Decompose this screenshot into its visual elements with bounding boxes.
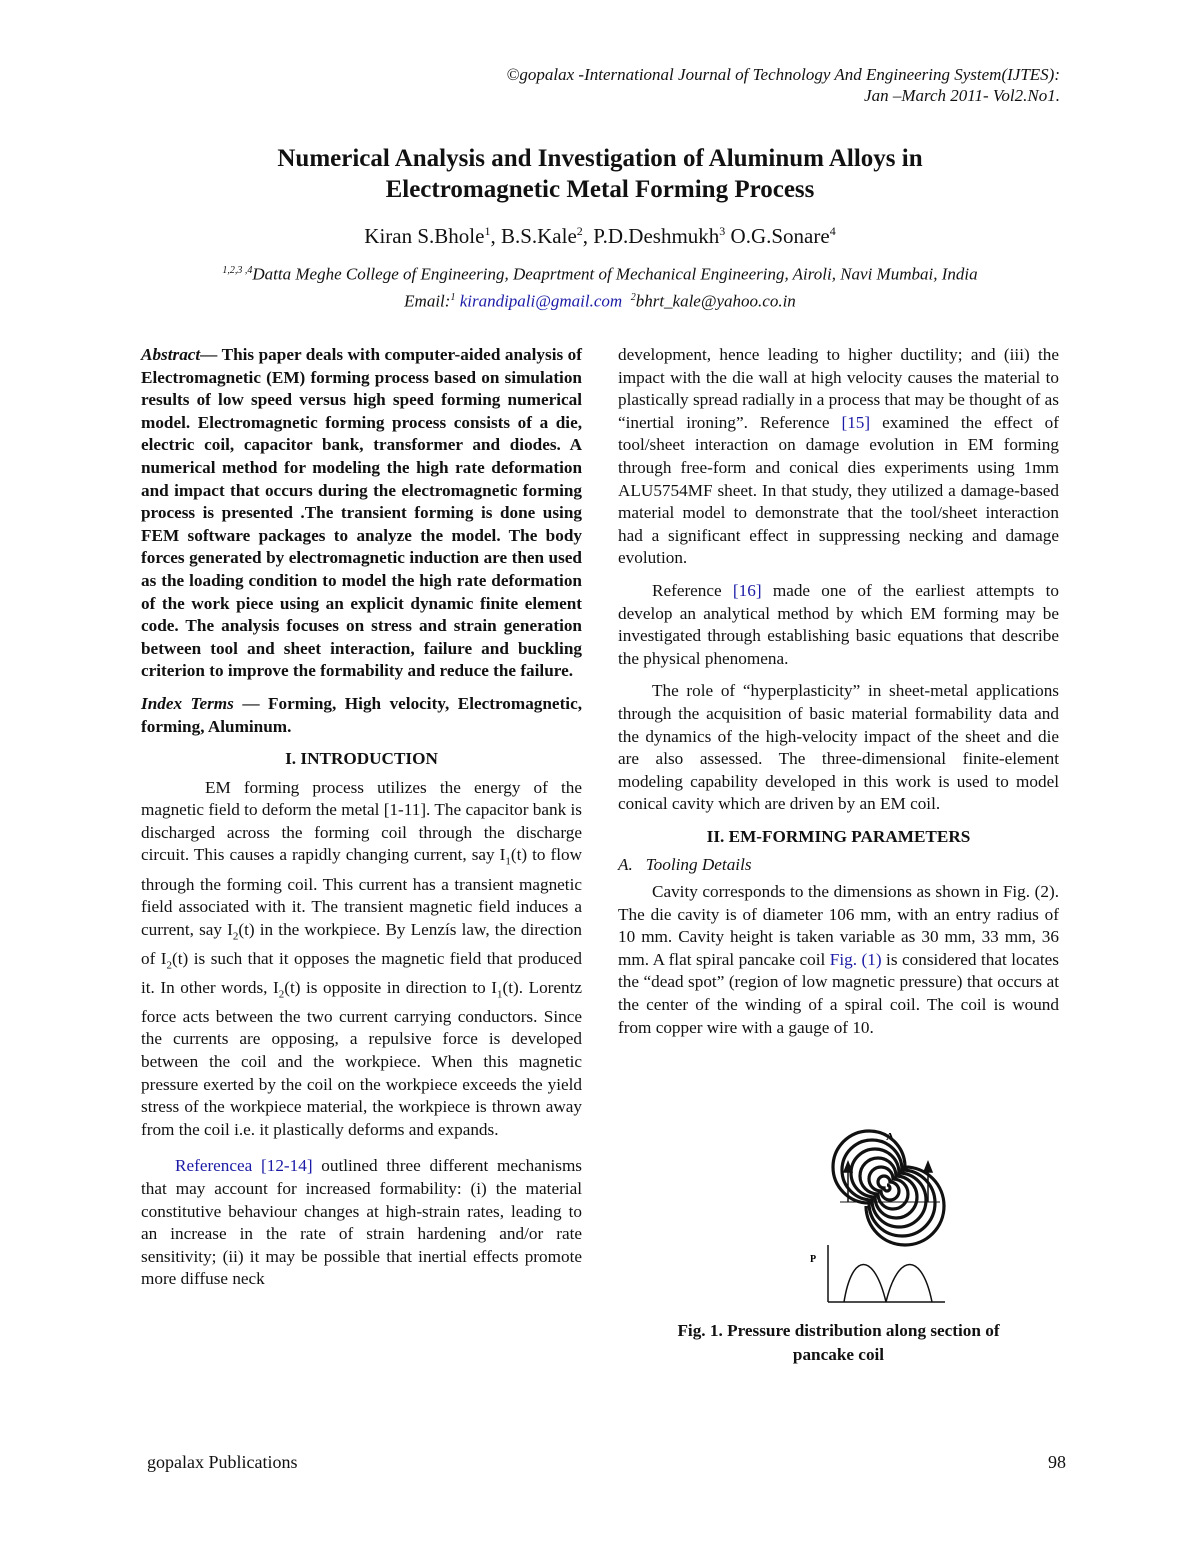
journal-header	[506, 64, 1060, 106]
figure-link-1[interactable]: Fig. (1)	[829, 949, 882, 969]
author-list	[0, 224, 1200, 249]
figure-caption-line1: Fig. 1. Pressure distribution along section of	[677, 1321, 1000, 1340]
footer-publisher: gopalax Publications	[147, 1452, 298, 1472]
email-label: Email:	[404, 291, 451, 311]
email-2: bhrt_kale@yahoo.co.in	[635, 291, 796, 311]
body-text: is considered that locates the “dead spot” (region of low magnetic pressure) that occurs at the center of the winding of a spiral coil. The coil is wound from copper wire with a gauge of 10.	[618, 949, 1059, 1037]
journal-header-line1: ©gopalax -International Journal of Technology And Engineering System(IJTES):	[506, 65, 1060, 84]
body-text: examined the effect of tool/sheet interaction on damage evolution in EM forming through free-form and conical dies experiments using 1mm ALU5754MF sheet. In that study, they utilized a damage-based material model to demonstrate that the tool/sheet interaction had a significant effect in suppressing necking and damage evolution.	[618, 412, 1059, 568]
intro-paragraph-1	[141, 777, 582, 1142]
subsection-tooling-details: A. Tooling Details	[618, 855, 752, 875]
email-sup: 1	[450, 291, 456, 303]
right-column	[618, 344, 1059, 1049]
body-text: development, hence leading to higher ductility; and (iii) the impact with the die wall at high velocity causes the material to plastically spread radially in a process that may be thought of as “inertial ironing”. Reference	[618, 345, 1059, 432]
intro-paragraph-2	[141, 1155, 582, 1291]
body-text: Cavity corresponds to the dimensions as shown in Fig. (2). The die cavity is of diameter 106 mm, with an entry radius of 10 mm. Cavity height is taken variable as 30 mm, 33 mm, 36 mm. A flat spiral pancake coil	[618, 882, 1059, 969]
author-name: Kiran S.Bhole	[364, 224, 485, 248]
index-terms	[141, 693, 582, 738]
figure-pancake-coil	[800, 1120, 950, 1310]
paper-title	[0, 143, 1200, 205]
pressure-curve-right	[886, 1265, 932, 1303]
paper-title-line2: Electromagnetic Metal Forming Process	[385, 176, 815, 203]
author-sup: 3	[719, 224, 726, 238]
author-name: P.D.Deshmukh	[593, 224, 720, 248]
author-sup: 1	[484, 224, 491, 238]
reference-link-16[interactable]: [16]	[732, 580, 762, 600]
abstract-text: This paper deals with computer-aided analysis of Electromagnetic (EM) forming process based on simulation results of low speed versus high speed forming numerical model. Electromagnetic forming process consists of a die, electric coil, capacitor bank, transformer and diodes. A numerical method for modeling the high rate deformation and impact that occurs during the electromagnetic forming process is presented .The transient forming is done using FEM software packages to analyze the model. The body forces generated by electromagnetic induction are then used as the loading condition to model the high rate deformation of the work piece using an explicit dynamic finite element code. The analysis focuses on stress and strain generation between tool and sheet interaction, failure and buckling criterion to improve the formability and reduce the failure.	[141, 345, 582, 681]
paragraph-cavity	[618, 881, 1059, 1039]
author-sup: 4	[829, 224, 836, 238]
subscript: 1	[497, 988, 503, 1001]
figure-label-p: P	[810, 1254, 817, 1265]
page-number: 98	[1048, 1452, 1066, 1472]
index-terms-text: — Forming, High velocity, Electromagnetic, forming, Aluminum.	[141, 693, 582, 736]
author-sep: ,	[490, 224, 501, 248]
paragraph-development	[618, 344, 1059, 570]
intro-text: (t) to flow through the forming coil. This current has a transient magnetic field associated with it. The transient magnetic field induces a current, say I	[141, 845, 582, 939]
intro-text: (t). Lorentz force acts between the two current carrying conductors. Since the currents are opposing, a repulsive force is developed between the coil and the workpiece. When this magnetic pressure exerted by the coil on the workpiece exceeds the yield stress of the workpiece material, the workpiece is thrown away from the coil i.e. it plastically deforms and expands.	[141, 977, 583, 1139]
section-heading-em-forming: II. EM-FORMING PARAMETERS	[706, 826, 971, 846]
email-sup: 2	[630, 291, 636, 303]
subscript: 2	[232, 930, 239, 943]
intro-text: outlined three different mechanisms that may account for increased formability: (i) the material constitutive behaviour changes at high-strain rates, leading to an increase in the rate of strain hardening and/or rate sensitivity; (ii) it may be possible that inertial effects promote more diffuse neck	[141, 1156, 582, 1289]
affiliation-text: Datta Meghe College of Engineering, Deaprtment of Mechanical Engineering, Airoli, Navi Mumbai, India	[252, 264, 978, 284]
reference-link-12-14[interactable]: Referencea [12-14]	[175, 1156, 313, 1176]
author-sep: ,	[582, 224, 594, 248]
subscript: 1	[505, 855, 511, 868]
section-heading-introduction: I. INTRODUCTION	[285, 749, 438, 769]
abstract	[141, 344, 582, 683]
figure-caption	[618, 1319, 1059, 1367]
author-name: B.S.Kale	[500, 224, 577, 248]
affiliation-sup: 1,2,3 ,4	[222, 265, 253, 276]
pressure-curve-left	[844, 1265, 886, 1303]
subscript: 2	[278, 988, 285, 1001]
figure-caption-line2: pancake coil	[792, 1345, 885, 1364]
pressure-plot	[828, 1245, 945, 1302]
body-text: made one of the earliest attempts to develop an analytical method by which EM forming may be investigated through establishing basic equations that describe the physical phenomena.	[618, 580, 1059, 668]
intro-text: EM forming process utilizes the energy of the magnetic field to deform the metal [1-11]. The capacitor bank is discharged across the forming coil through the discharge circuit. This causes a rapidly changing current, say I	[141, 777, 582, 865]
index-terms-label: Index Terms	[141, 693, 234, 713]
intro-text: (t) is such that it opposes the magnetic field that produced it. In other words, I	[141, 948, 582, 997]
author-sup: 2	[576, 224, 583, 238]
body-text: Reference	[652, 580, 733, 600]
journal-header-line2: Jan –March 2011- Vol2.No1.	[864, 86, 1060, 105]
reference-link-15[interactable]: [15]	[841, 412, 871, 432]
left-column	[141, 344, 582, 1301]
paper-title-line1: Numerical Analysis and Investigation of Aluminum Alloys in	[277, 145, 923, 172]
intro-text: (t) is opposite in direction to I	[284, 977, 497, 997]
affiliation	[0, 259, 1200, 312]
subscript: 2	[166, 959, 173, 972]
email-link-1[interactable]: kirandipali@gmail.com	[459, 291, 623, 311]
author-name: O.G.Sonare	[730, 224, 830, 248]
paragraph-reference-16	[618, 580, 1059, 670]
paragraph-hyperplasticity: The role of “hyperplasticity” in sheet-metal applications through the acquisition of basic material formability data and the dynamics of the high-velocity impact of the sheet and die are also assessed. The three-dimensional finite-element modeling capability developed in this work is used to model conical cavity which are driven by an EM coil.	[618, 681, 1059, 814]
intro-text: (t) in the workpiece. By Lenzís law, the direction of I	[141, 919, 582, 968]
figure-label-a: A	[886, 1131, 894, 1143]
abstract-label: Abstract—	[141, 345, 218, 364]
